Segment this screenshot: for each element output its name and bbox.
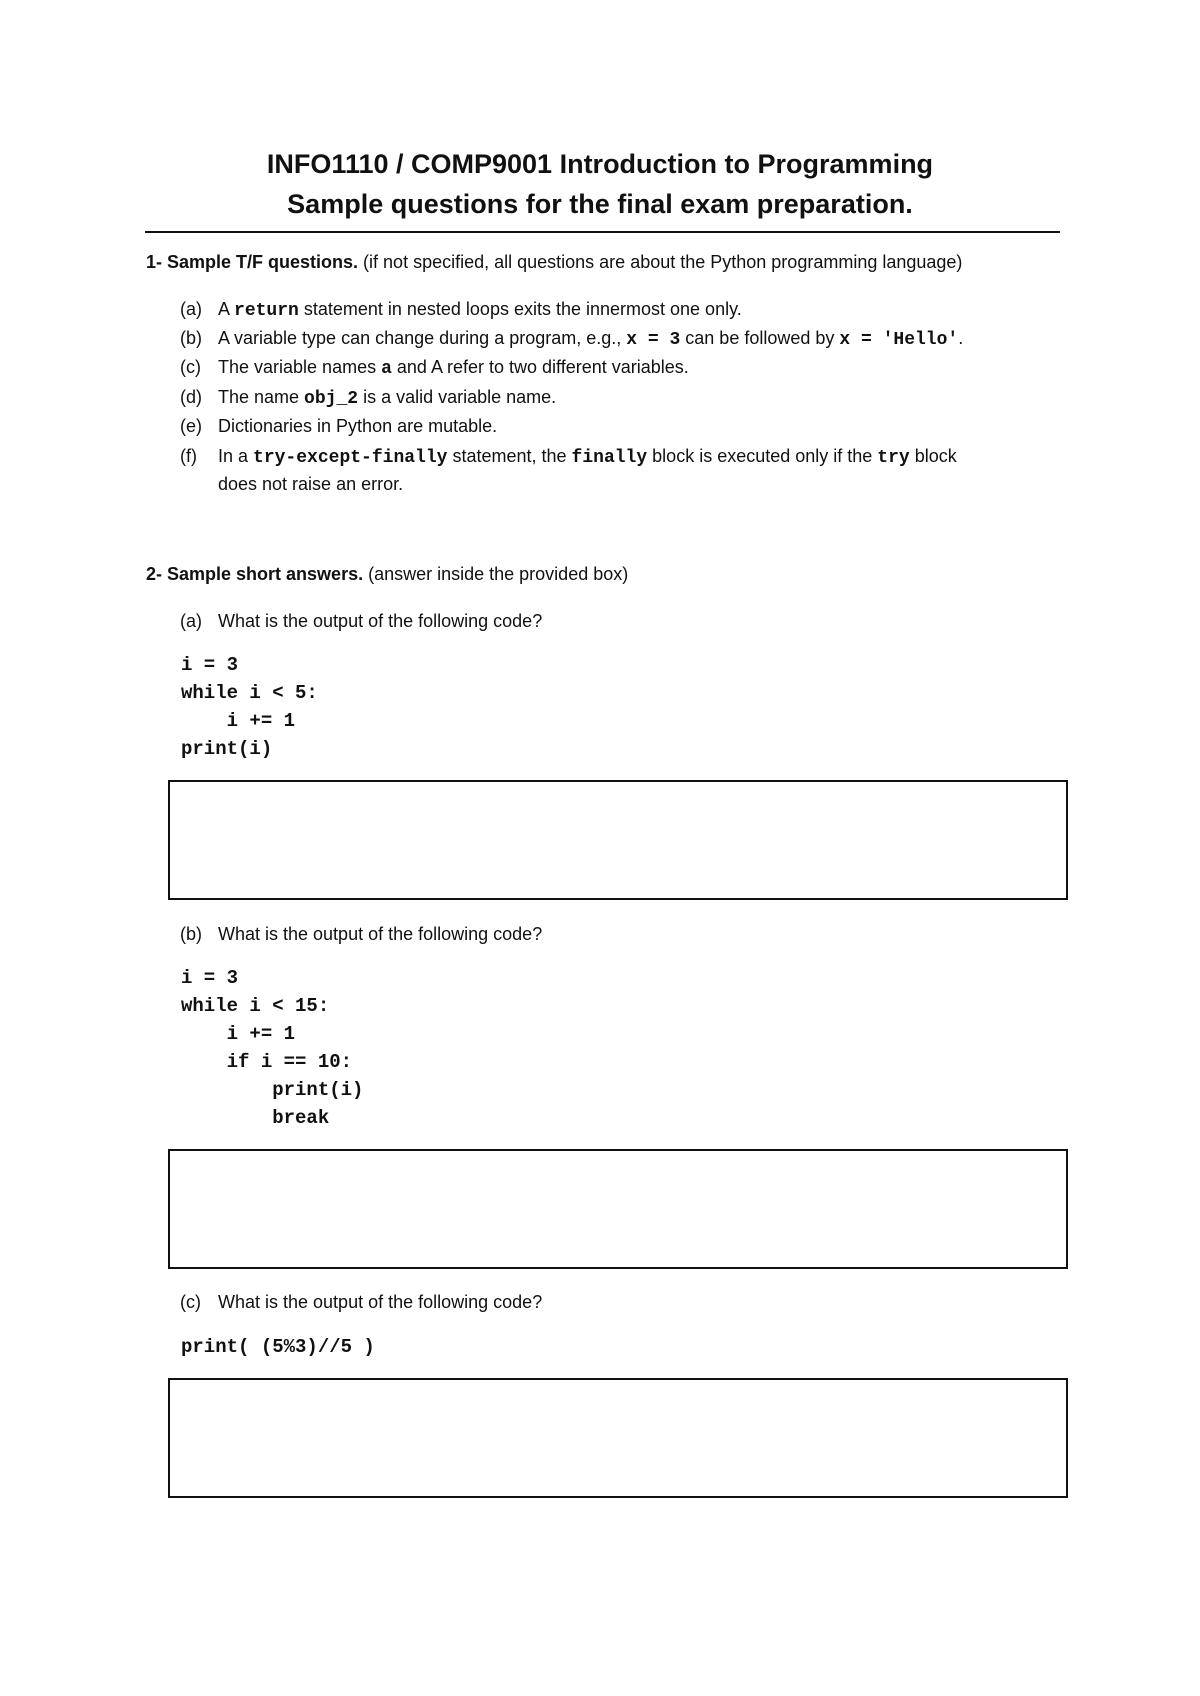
- question-prompt: What is the output of the following code?: [218, 1292, 543, 1312]
- question-text: is a valid variable name.: [358, 387, 557, 407]
- question-text: can be followed by: [680, 328, 840, 348]
- title-divider: [145, 231, 1060, 233]
- question-text: block: [909, 446, 957, 466]
- tf-question-c: [180, 356, 689, 380]
- question-text: refer to two different variables.: [441, 357, 689, 377]
- code-block-c: [181, 1333, 375, 1361]
- inline-code: x = 'Hello': [839, 330, 959, 350]
- code-line: i = 3: [181, 654, 239, 676]
- question-text: statement in nested loops exits the innermost one only.: [298, 299, 742, 319]
- inline-code: A: [430, 357, 442, 377]
- code-line: while i < 5:: [181, 682, 318, 704]
- question-label: (f): [180, 446, 197, 466]
- question-label: (e): [180, 416, 202, 436]
- answer-box-c[interactable]: [168, 1378, 1068, 1498]
- section1-note: (if not specified, all questions are about the Python programming language): [358, 252, 963, 272]
- page-title: INFO1110 / COMP9001 Introduction to Programming: [266, 149, 934, 179]
- question-prompt: What is the output of the following code?: [218, 611, 543, 631]
- question-text: A: [218, 299, 235, 319]
- answer-box-b[interactable]: [168, 1149, 1068, 1269]
- section2-title: 2- Sample short answers.: [146, 564, 364, 584]
- inline-code: finally: [571, 448, 648, 468]
- inline-code: return: [234, 301, 299, 321]
- code-line: if i == 10:: [181, 1051, 353, 1073]
- inline-code: try: [877, 448, 910, 468]
- section1-title: 1- Sample T/F questions.: [146, 252, 359, 272]
- inline-code: try-except-finally: [253, 448, 448, 468]
- inline-code: x = 3: [626, 330, 681, 350]
- question-text: A variable type can change during a program, e.g.,: [218, 328, 627, 348]
- inline-code: obj_2: [304, 389, 359, 409]
- tf-question-e: [180, 415, 497, 437]
- question-text: In a: [218, 446, 254, 466]
- tf-question-b: [180, 327, 963, 351]
- code-line: break: [181, 1107, 330, 1129]
- question-label: (b): [180, 328, 202, 348]
- code-block-b: [181, 964, 363, 1132]
- question-text: The name: [218, 387, 305, 407]
- page-subtitle: Sample questions for the final exam preparation.: [287, 189, 913, 219]
- question-prompt: What is the output of the following code?: [218, 924, 543, 944]
- title-block: [0, 144, 1200, 224]
- question-text: The variable names: [218, 357, 382, 377]
- question-label: (c): [180, 1292, 201, 1312]
- inline-code: a: [381, 359, 392, 379]
- tf-question-d: [180, 386, 556, 410]
- question-label: (d): [180, 387, 202, 407]
- question-text: .: [958, 328, 964, 348]
- code-line: while i < 15:: [181, 995, 330, 1017]
- code-line: print(i): [181, 738, 273, 760]
- section2-heading: [146, 564, 628, 585]
- question-text: and: [391, 357, 431, 377]
- tf-question-f: [180, 445, 957, 469]
- question-label: (b): [180, 924, 202, 944]
- code-line: i += 1: [181, 710, 296, 732]
- code-line: i = 3: [181, 967, 239, 989]
- code-line: print( (5%3)//5 ): [181, 1336, 375, 1358]
- tf-question-a: [180, 298, 742, 322]
- question-label: (c): [180, 357, 201, 377]
- code-block-a: [181, 651, 318, 763]
- tf-question-f-continued: does not raise an error.: [218, 474, 404, 494]
- short-question-a: [180, 610, 542, 632]
- section1-heading: [146, 252, 962, 273]
- code-line: i += 1: [181, 1023, 296, 1045]
- question-text: Dictionaries in Python are mutable.: [218, 416, 498, 436]
- code-line: print(i): [181, 1079, 364, 1101]
- question-text: block is executed only if the: [647, 446, 878, 466]
- question-label: (a): [180, 299, 202, 319]
- answer-box-a[interactable]: [168, 780, 1068, 900]
- question-text: statement, the: [447, 446, 572, 466]
- question-label: (a): [180, 611, 202, 631]
- short-question-b: [180, 923, 542, 945]
- short-question-c: [180, 1291, 542, 1313]
- section2-note: (answer inside the provided box): [363, 564, 629, 584]
